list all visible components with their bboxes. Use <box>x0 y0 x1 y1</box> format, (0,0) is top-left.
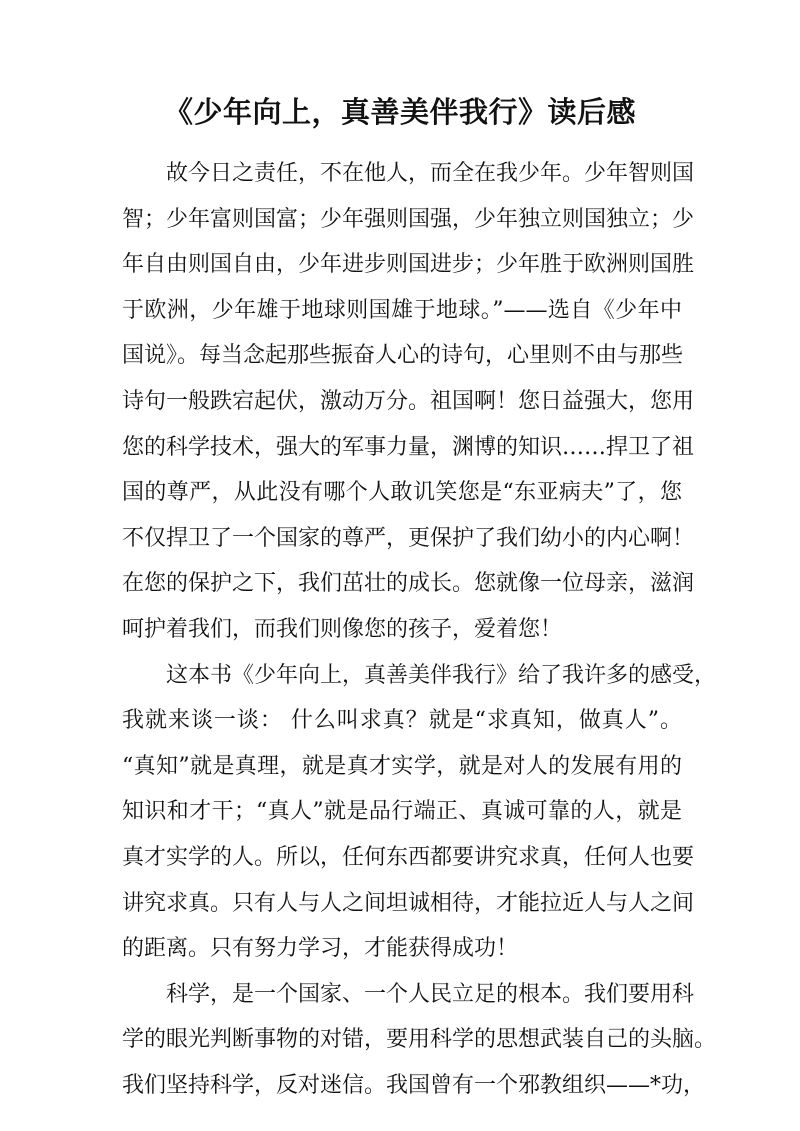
paragraph-line: 我就来谈一谈： 什么叫求真？就是“求真知，做真人”。 <box>122 708 682 734</box>
paragraph-line: 科学，是一个国家、一个人民立足的根本。我们要用科 <box>166 981 695 1007</box>
paragraph-line: 智；少年富则国富；少年强则国强，少年独立则国独立；少 <box>122 206 695 232</box>
document-title: 《少年向上，真善美伴我行》读后感 <box>163 95 636 129</box>
paragraph-line: 的距离。只有努力学习，才能获得成功！ <box>122 936 519 962</box>
paragraph-line: 这本书《少年向上，真善美伴我行》给了我许多的感受， <box>166 662 717 688</box>
paragraph-line: 国说》。每当念起那些振奋人心的诗句，心里则不由与那些 <box>122 343 684 369</box>
paragraph-line: 年自由则国自由，少年进步则国进步；少年胜于欧洲则国胜 <box>122 252 695 278</box>
paragraph-line: 于欧洲，少年雄于地球则国雄于地球。”——选自《少年中 <box>122 297 682 323</box>
paragraph-line: 在您的保护之下，我们茁壮的成长。您就像一位母亲，滋润 <box>122 571 695 597</box>
paragraph-line: 诗句一般跌宕起伏，激动万分。祖国啊！您日益强大，您用 <box>122 388 695 414</box>
paragraph-line: 故今日之责任，不在他人，而全在我少年。少年智则国 <box>166 161 695 186</box>
paragraph-line: “真知”就是真理，就是真才实学，就是对人的发展有用的 <box>122 753 682 779</box>
paragraph-line: 不仅捍卫了一个国家的尊严，更保护了我们幼小的内心啊！ <box>122 525 695 551</box>
paragraph-line: 国的尊严，从此没有哪个人敢讥笑您是“东亚病夫”了，您 <box>122 480 682 506</box>
paragraph-line: 学的眼光判断事物的对错，要用科学的思想武装自己的头脑。 <box>122 1027 717 1053</box>
paragraph-line: 知识和才干；“真人”就是品行端正、真诚可靠的人，就是 <box>122 799 682 825</box>
paragraph-line: 呵护着我们，而我们则像您的孩子，爱着您！ <box>122 616 563 642</box>
paragraph-line: 真才实学的人。所以，任何东西都要讲究求真，任何人也要 <box>122 844 695 870</box>
document-body <box>122 151 717 1108</box>
paragraph-line: 您的科学技术，强大的军事力量，渊博的知识……捍卫了祖 <box>122 434 695 460</box>
paragraph-line: 我们坚持科学，反对迷信。我国曾有一个邪教组织——*功， <box>122 1072 706 1098</box>
paragraph-line: 讲究求真。只有人与人之间坦诚相待，才能拉近人与人之间 <box>122 890 695 916</box>
